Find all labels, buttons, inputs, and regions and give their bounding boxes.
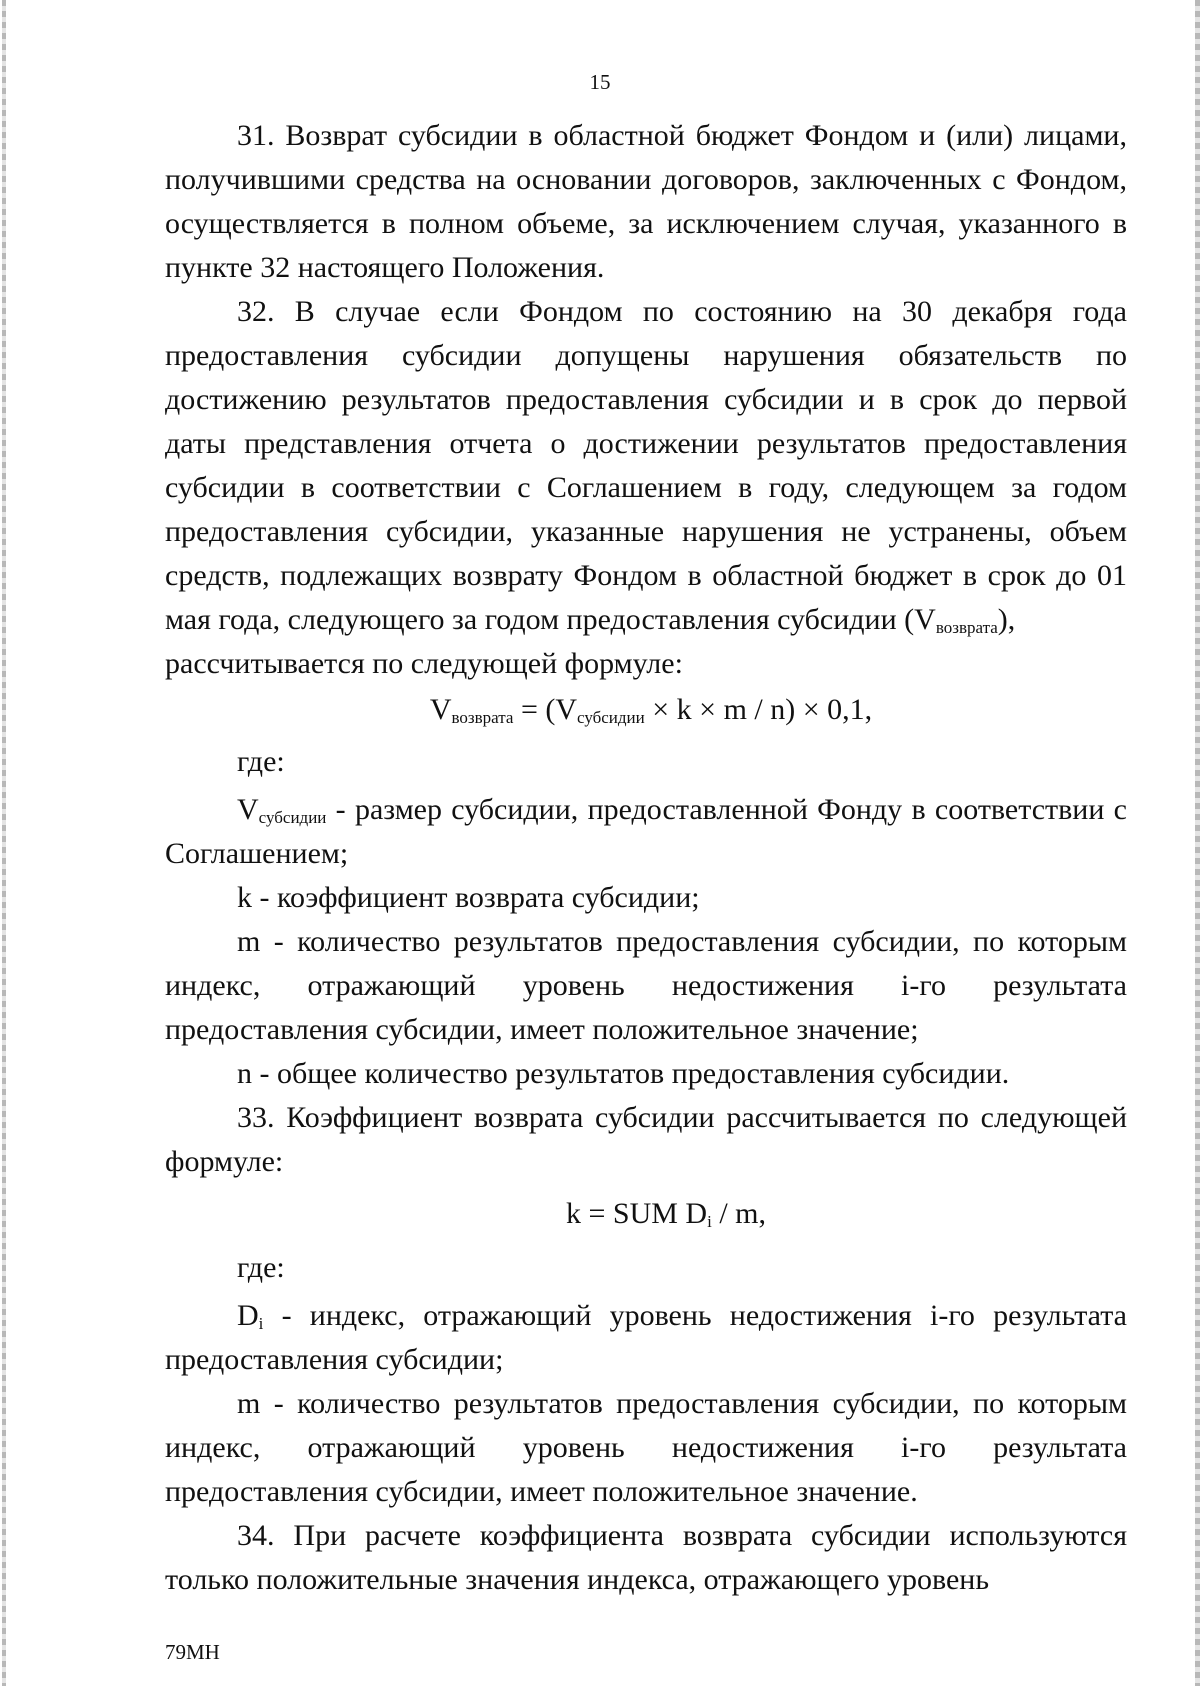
where-label-2: где: — [237, 1251, 285, 1284]
formula-rest: × k × m / n) × 0,1, — [644, 693, 873, 726]
formula-v-subscript: возврата — [451, 708, 514, 727]
formula-k-left: k = SUM D — [565, 1197, 708, 1230]
definition-d-subscript: i — [258, 1314, 264, 1333]
document-body — [165, 114, 1127, 1602]
paragraph-33: 33. Коэффициент возврата субсидии рассчитывается по следующей формуле: — [165, 1101, 1127, 1178]
definition-d-text: - индекс, отражающий уровень недостижения i-го результата предоставления субсидии; — [165, 1299, 1127, 1376]
definition-v-text: - размер субсидии, предоставленной Фонду в соответствии с Соглашением; — [165, 793, 1127, 870]
paragraph-32-subscript: возврата — [935, 618, 998, 637]
definition-k: k - коэффициент возврата субсидии; — [237, 881, 700, 914]
paragraph-34: 34. При расчете коэффициента возврата субсидии используются только положительные значения индекса, отражающего уровень — [165, 1519, 1127, 1596]
definition-m-1: m - количество результатов предоставления субсидии, по которым индекс, отражающий уровень недостижения i-го результата предоставления субсидии, имеет положительное значение; — [165, 925, 1127, 1046]
definition-v-subsidy — [165, 788, 1127, 876]
definition-v-symbol: V — [237, 793, 259, 826]
definition-v-subscript: субсидии — [258, 808, 327, 827]
scan-edge-left — [2, 0, 6, 1686]
formula-mid-subscript: субсидии — [577, 708, 645, 727]
definition-n: n - общее количество результатов предоставления субсидии. — [237, 1057, 1010, 1090]
paragraph-32-tail: ), — [997, 603, 1016, 636]
paragraph-32-formula-intro: рассчитывается по следующей формуле: — [165, 647, 683, 680]
formula-v-return — [165, 688, 1127, 732]
definition-d-symbol: D — [237, 1299, 259, 1332]
formula-k-subscript: i — [707, 1212, 712, 1231]
definition-m-2: m - количество результатов предоставления субсидии, по которым индекс, отражающий уровень недостижения i-го результата предоставления субсидии, имеет положительное значение. — [165, 1387, 1127, 1508]
paragraph-32-text: 32. В случае если Фондом по состоянию на 30 декабря года предоставления субсидии допущены нарушения обязательств по достижению результатов предоставления субсидии и в срок до первой даты представления отчета о достижении результатов предоставления субсидии в соответствии с Соглашением в году, следующем за годом предоставления субсидии, указанные нарушения не устранены, объем средств, подлежащих возврату Фондом в областной бюджет в срок до 01 мая года, следующего за годом предоставления субсидии (V — [165, 295, 1127, 636]
footer-document-code: 79МН — [165, 1640, 220, 1664]
page-number: 15 — [589, 70, 611, 94]
where-label-1: где: — [237, 745, 285, 778]
paragraph-32 — [165, 290, 1127, 642]
formula-k-right: / m, — [711, 1197, 766, 1230]
formula-v-symbol: V — [429, 693, 452, 726]
formula-mid: = (V — [513, 693, 578, 726]
paragraph-31: 31. Возврат субсидии в областной бюджет Фондом и (или) лицами, получившими средства на основании договоров, заключенных с Фондом, осуществляется в полном объеме, за исключением случая, указанного в пункте 32 настоящего Положения. — [165, 119, 1127, 284]
formula-k — [165, 1192, 1127, 1236]
definition-d-i — [165, 1294, 1127, 1382]
scan-edge-right — [1195, 0, 1200, 1686]
